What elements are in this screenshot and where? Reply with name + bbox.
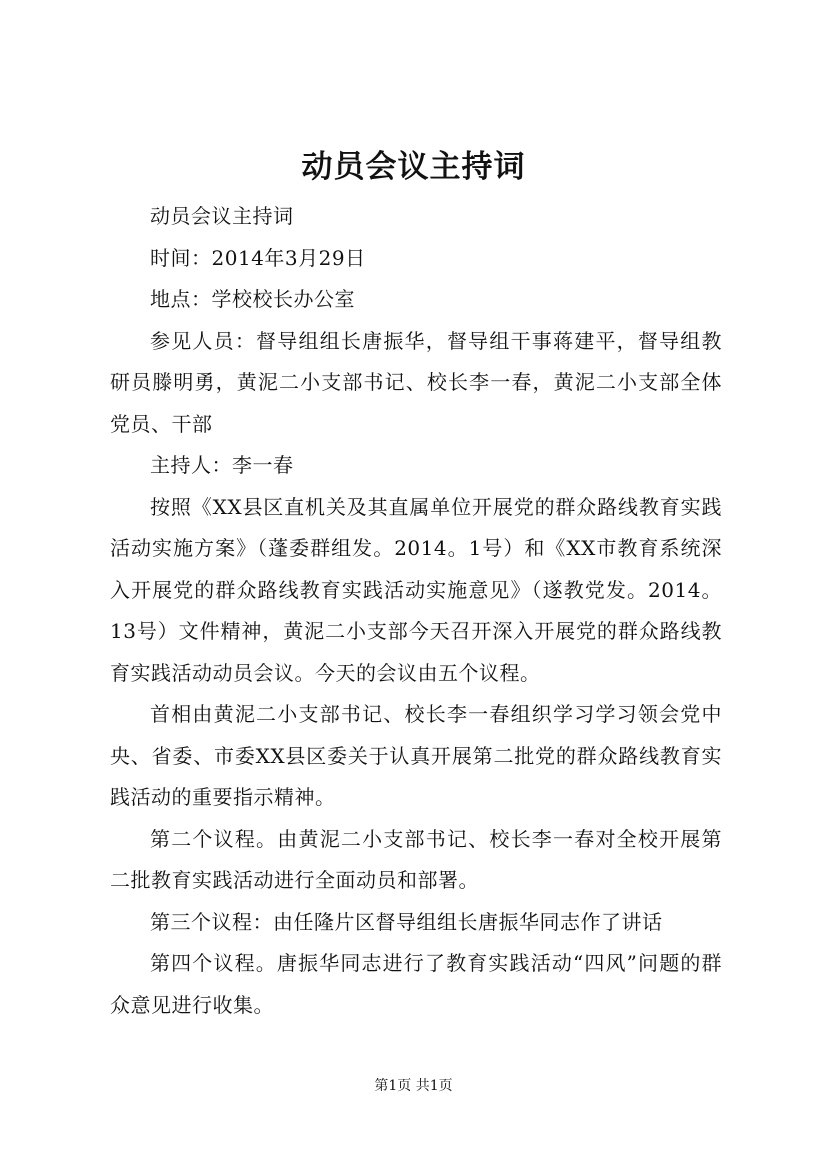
document-body xyxy=(110,196,722,1026)
paragraph-agenda-3: 第三个议程：由任隆片区督导组组长唐振华同志作了讲话 xyxy=(150,909,663,934)
paragraph-host: 主持人：李一春 xyxy=(150,453,294,477)
paragraph-location: 地点：学校校长办公室 xyxy=(150,287,355,311)
paragraph-agenda-1: 首相由黄泥二小支部书记、校长李一春组织学习学习领会党中央、省委、市委XX县区委关于认真开展第二批党的群众路线教育实践活动的重要指示精神。 xyxy=(110,702,722,809)
paragraph-subtitle: 动员会议主持词 xyxy=(150,204,294,228)
paragraph-agenda-2: 第二个议程。由黄泥二小支部书记、校长李一春对全校开展第二批教育实践活动进行全面动员和部署。 xyxy=(110,826,722,892)
page-footer: 第1页 共1页 xyxy=(374,1078,453,1094)
paragraph-time: 时间：2014年3月29日 xyxy=(150,245,366,270)
paragraph-basis: 按照《XX县区直机关及其直属单位开展党的群众路线教育实践活动实施方案》（蓬委群组发。2014。1号）和《XX市教育系统深入开展党的群众路线教育实践活动实施意见》（遂教党发。2014。13号）文件精神，黄泥二小支部今天召开深入开展党的群众路线教育实践活动动员会议。今天的会议由五个议程。 xyxy=(110,494,722,685)
paragraph-attendees: 参见人员：督导组组长唐振华，督导组干事蒋建平，督导组教研员滕明勇，黄泥二小支部书记、校长李一春，黄泥二小支部全体党员、干部 xyxy=(110,328,722,436)
paragraph-agenda-4: 第四个议程。唐振华同志进行了教育实践活动“四风”问题的群众意见进行收集。 xyxy=(110,951,722,1017)
document-title: 动员会议主持词 xyxy=(301,149,526,185)
